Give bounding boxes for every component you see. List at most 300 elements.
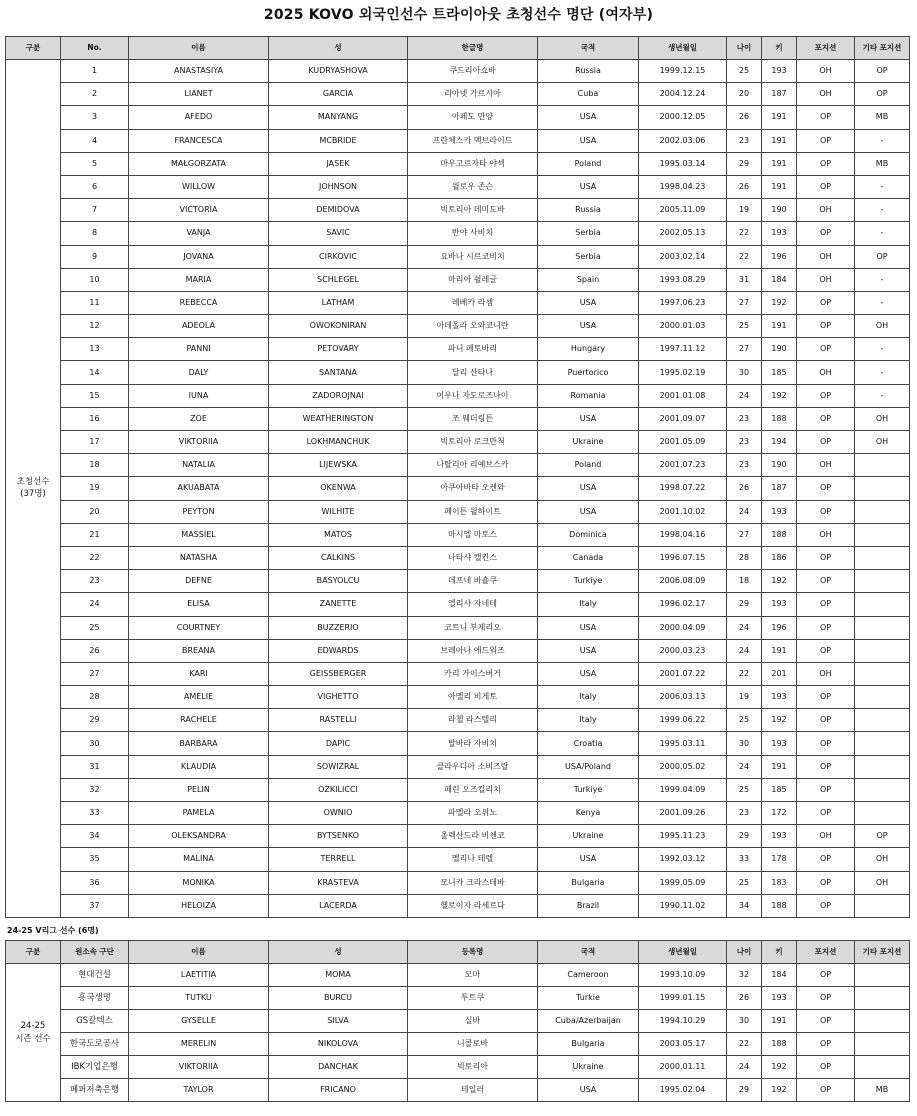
table-row [6, 315, 910, 338]
cell-nationality: USA [538, 848, 639, 871]
cell-other-position [855, 1033, 910, 1056]
cell-height: 193 [762, 825, 797, 848]
cell-position: OP [797, 500, 855, 523]
cell-age: 22 [727, 222, 762, 245]
cell-last-name: SANTANA [269, 361, 408, 384]
cell-other-position [855, 477, 910, 500]
cell-position: OH [797, 268, 855, 291]
cell-number: 13 [61, 338, 129, 361]
header-age: 나이 [727, 941, 762, 964]
table-row [6, 152, 910, 175]
table-row [6, 245, 910, 268]
cell-birth-date: 2002.05.13 [639, 222, 727, 245]
cell-nationality: USA [538, 129, 639, 152]
cell-first-name: PAMELA [129, 802, 269, 825]
header-korean-name: 한글명 [408, 37, 538, 60]
cell-last-name: BURCU [269, 987, 408, 1010]
cell-other-position [855, 454, 910, 477]
header-first-name: 이름 [129, 941, 269, 964]
cell-nationality: Cuba/Azerbaijan [538, 1010, 639, 1033]
cell-last-name: DAPIC [269, 732, 408, 755]
cell-last-name: SCHLEGEL [269, 268, 408, 291]
cell-first-name: ADEOLA [129, 315, 269, 338]
cell-first-name: LAETITIA [129, 964, 269, 987]
cell-age: 25 [727, 60, 762, 83]
table-row [6, 431, 910, 454]
cell-position: OP [797, 152, 855, 175]
cell-last-name: LIJEWSKA [269, 454, 408, 477]
cell-last-name: OWOKONIRAN [269, 315, 408, 338]
cell-birth-date: 2003.05.17 [639, 1033, 727, 1056]
cell-registered-name: 빅토리아 [408, 1056, 538, 1079]
cell-korean-name: 파멜라 오위노 [408, 802, 538, 825]
cell-korean-name: 이우나 자도로즈나이 [408, 384, 538, 407]
cell-korean-name: 멜리나 테렐 [408, 848, 538, 871]
cell-korean-name: 윌로우 존슨 [408, 175, 538, 198]
cell-other-position [855, 639, 910, 662]
cell-korean-name: 마우고르자타 야섹 [408, 152, 538, 175]
cell-number: 24 [61, 593, 129, 616]
cell-number: 29 [61, 709, 129, 732]
cell-nationality: Russia [538, 199, 639, 222]
cell-birth-date: 1995.02.19 [639, 361, 727, 384]
cell-korean-name: 빅토리아 로크만척 [408, 431, 538, 454]
table-row [6, 593, 910, 616]
cell-height: 186 [762, 546, 797, 569]
cell-position: OP [797, 106, 855, 129]
cell-other-position [855, 546, 910, 569]
cell-position: OH [797, 83, 855, 106]
cell-age: 26 [727, 106, 762, 129]
cell-height: 178 [762, 848, 797, 871]
cell-age: 27 [727, 291, 762, 314]
cell-position: OH [797, 60, 855, 83]
cell-nationality: Kenya [538, 802, 639, 825]
cell-position: OH [797, 361, 855, 384]
cell-first-name: RACHELE [129, 709, 269, 732]
cell-number: 36 [61, 871, 129, 894]
cell-last-name: RASTELLI [269, 709, 408, 732]
cell-last-name: MATOS [269, 523, 408, 546]
section-subtitle: 24-25 V리그 선수 (6명) [7, 926, 99, 935]
cell-registered-name: 테일러 [408, 1079, 538, 1102]
cell-birth-date: 1999.12.15 [639, 60, 727, 83]
cell-number: 30 [61, 732, 129, 755]
table-row [6, 384, 910, 407]
table-row [6, 106, 910, 129]
cell-nationality: Serbia [538, 245, 639, 268]
cell-height: 190 [762, 199, 797, 222]
cell-birth-date: 2000.01.11 [639, 1056, 727, 1079]
cell-position: OP [797, 175, 855, 198]
cell-height: 184 [762, 964, 797, 987]
cell-other-position: OH [855, 431, 910, 454]
cell-age: 34 [727, 894, 762, 917]
cell-number: 26 [61, 639, 129, 662]
cell-other-position [855, 987, 910, 1010]
cell-other-position: MB [855, 1079, 910, 1102]
cell-first-name: ELISA [129, 593, 269, 616]
cell-age: 26 [727, 987, 762, 1010]
cell-height: 188 [762, 407, 797, 430]
cell-last-name: KUDRYASHOVA [269, 60, 408, 83]
header-nationality: 국적 [538, 37, 639, 60]
cell-last-name: LACERDA [269, 894, 408, 917]
cell-korean-name: 빅토리아 데미도바 [408, 199, 538, 222]
cell-nationality: USA/Poland [538, 755, 639, 778]
cell-height: 184 [762, 268, 797, 291]
cell-position: OP [797, 848, 855, 871]
cell-registered-name: 투트쿠 [408, 987, 538, 1010]
cell-last-name: GARCIA [269, 83, 408, 106]
cell-height: 190 [762, 338, 797, 361]
cell-age: 24 [727, 384, 762, 407]
cell-position: OP [797, 871, 855, 894]
cell-birth-date: 1990.11.02 [639, 894, 727, 917]
cell-first-name: MERELIN [129, 1033, 269, 1056]
cell-other-position: OP [855, 245, 910, 268]
cell-position: OP [797, 755, 855, 778]
cell-number: 5 [61, 152, 129, 175]
cell-birth-date: 1992.03.12 [639, 848, 727, 871]
cell-last-name: SOWIZRAL [269, 755, 408, 778]
cell-last-name: FRICANO [269, 1079, 408, 1102]
cell-height: 188 [762, 1033, 797, 1056]
cell-position: OH [797, 245, 855, 268]
cell-first-name: AFEDO [129, 106, 269, 129]
cell-birth-date: 2002.03.06 [639, 129, 727, 152]
cell-birth-date: 1993.08.29 [639, 268, 727, 291]
table-row [6, 639, 910, 662]
cell-korean-name: 올렉산드라 비첸코 [408, 825, 538, 848]
cell-age: 19 [727, 686, 762, 709]
cell-position: OP [797, 593, 855, 616]
cell-other-position: OH [855, 871, 910, 894]
cell-nationality: Cameroon [538, 964, 639, 987]
cell-height: 193 [762, 732, 797, 755]
table-row [6, 709, 910, 732]
cell-other-position [855, 686, 910, 709]
group-label: 초청선수 [16, 476, 50, 487]
cell-nationality: Ukraine [538, 1056, 639, 1079]
cell-other-position: - [855, 338, 910, 361]
cell-first-name: FRANCESCA [129, 129, 269, 152]
cell-position: OH [797, 199, 855, 222]
cell-first-name: VIKTORIIA [129, 1056, 269, 1079]
cell-age: 29 [727, 825, 762, 848]
cell-height: 188 [762, 894, 797, 917]
cell-last-name: DANCHAK [269, 1056, 408, 1079]
cell-position: OP [797, 894, 855, 917]
cell-first-name: OLEKSANDRA [129, 825, 269, 848]
cell-height: 191 [762, 315, 797, 338]
header-number: No. [61, 37, 129, 60]
cell-position: OP [797, 802, 855, 825]
cell-age: 22 [727, 662, 762, 685]
cell-first-name: MARIA [129, 268, 269, 291]
cell-last-name: TERRELL [269, 848, 408, 871]
cell-last-name: OZKILICCI [269, 778, 408, 801]
cell-korean-name: 레베카 라셈 [408, 291, 538, 314]
cell-position: OH [797, 825, 855, 848]
cell-first-name: TAYLOR [129, 1079, 269, 1102]
table-row [6, 500, 910, 523]
cell-age: 25 [727, 709, 762, 732]
cell-number: 2 [61, 83, 129, 106]
cell-position: OP [797, 338, 855, 361]
cell-birth-date: 2000.12.05 [639, 106, 727, 129]
cell-position: OP [797, 384, 855, 407]
header-position: 포지션 [797, 37, 855, 60]
cell-birth-date: 1995.11.23 [639, 825, 727, 848]
cell-first-name: NATALIA [129, 454, 269, 477]
cell-first-name: BARBARA [129, 732, 269, 755]
cell-other-position: OH [855, 315, 910, 338]
cell-birth-date: 1996.02.17 [639, 593, 727, 616]
cell-korean-name: 반야 사비치 [408, 222, 538, 245]
cell-last-name: BUZZERIO [269, 616, 408, 639]
cell-last-name: JASEK [269, 152, 408, 175]
cell-birth-date: 1998.04.23 [639, 175, 727, 198]
cell-original-team: 페퍼저축은행 [61, 1079, 129, 1102]
cell-first-name: TUTKU [129, 987, 269, 1010]
cell-korean-name: 엘리사 자네테 [408, 593, 538, 616]
cell-first-name: ANASTASIYA [129, 60, 269, 83]
cell-korean-name: 페린 오즈킬리치 [408, 778, 538, 801]
cell-age: 25 [727, 871, 762, 894]
cell-last-name: WEATHERINGTON [269, 407, 408, 430]
cell-number: 10 [61, 268, 129, 291]
cell-age: 32 [727, 964, 762, 987]
cell-first-name: AKUABATA [129, 477, 269, 500]
cell-other-position [855, 662, 910, 685]
cell-korean-name: 아멜리 비게토 [408, 686, 538, 709]
cell-nationality: Italy [538, 686, 639, 709]
cell-birth-date: 2000.05.02 [639, 755, 727, 778]
cell-first-name: MAŁGORZATA [129, 152, 269, 175]
table-row [6, 871, 910, 894]
cell-height: 193 [762, 222, 797, 245]
cell-other-position [855, 1056, 910, 1079]
cell-birth-date: 2006.03.13 [639, 686, 727, 709]
cell-nationality: Ukraine [538, 431, 639, 454]
cell-height: 193 [762, 987, 797, 1010]
cell-position: OP [797, 732, 855, 755]
cell-age: 26 [727, 175, 762, 198]
cell-last-name: GEISSBERGER [269, 662, 408, 685]
cell-height: 194 [762, 431, 797, 454]
cell-birth-date: 2005.11.09 [639, 199, 727, 222]
cell-nationality: USA [538, 175, 639, 198]
cell-age: 28 [727, 546, 762, 569]
table-row [6, 964, 910, 987]
cell-height: 192 [762, 384, 797, 407]
cell-number: 25 [61, 616, 129, 639]
cell-first-name: KLAUDIA [129, 755, 269, 778]
cell-birth-date: 2000.04.09 [639, 616, 727, 639]
cell-position: OP [797, 709, 855, 732]
cell-original-team: 한국도로공사 [61, 1033, 129, 1056]
cell-birth-date: 2006.08.09 [639, 570, 727, 593]
cell-number: 1 [61, 60, 129, 83]
cell-position: OH [797, 523, 855, 546]
cell-nationality: USA [538, 291, 639, 314]
cell-korean-name: 아쿠아바타 오켄와 [408, 477, 538, 500]
table-row [6, 732, 910, 755]
cell-position: OP [797, 129, 855, 152]
table-row [6, 199, 910, 222]
header-last-name: 성 [269, 941, 408, 964]
cell-nationality: Romania [538, 384, 639, 407]
cell-number: 7 [61, 199, 129, 222]
cell-first-name: NATASHA [129, 546, 269, 569]
cell-height: 196 [762, 616, 797, 639]
cell-nationality: Turkiye [538, 778, 639, 801]
cell-last-name: SILVA [269, 1010, 408, 1033]
cell-korean-name: 프란체스카 맥브라이드 [408, 129, 538, 152]
cell-height: 192 [762, 1056, 797, 1079]
cell-age: 22 [727, 1033, 762, 1056]
cell-height: 183 [762, 871, 797, 894]
cell-birth-date: 1997.11.12 [639, 338, 727, 361]
cell-korean-name: 데프네 바숄쿠 [408, 570, 538, 593]
cell-original-team: 현대건설 [61, 964, 129, 987]
cell-last-name: WILHITE [269, 500, 408, 523]
cell-number: 16 [61, 407, 129, 430]
table-row [6, 338, 910, 361]
table-row [6, 802, 910, 825]
cell-last-name: CIRKOVIC [269, 245, 408, 268]
cell-other-position [855, 732, 910, 755]
cell-age: 30 [727, 361, 762, 384]
header-other-position: 기타 포지션 [855, 37, 910, 60]
cell-height: 188 [762, 523, 797, 546]
vleague-players-table [5, 940, 910, 1102]
header-height: 키 [762, 37, 797, 60]
cell-korean-name: 파니 페토바리 [408, 338, 538, 361]
cell-number: 4 [61, 129, 129, 152]
cell-other-position: - [855, 175, 910, 198]
cell-birth-date: 1999.05.09 [639, 871, 727, 894]
cell-last-name: BASYOLCU [269, 570, 408, 593]
cell-other-position [855, 570, 910, 593]
cell-position: OP [797, 407, 855, 430]
cell-first-name: KARI [129, 662, 269, 685]
cell-nationality: Dominica [538, 523, 639, 546]
cell-korean-name: 조 웨더링튼 [408, 407, 538, 430]
cell-number: 28 [61, 686, 129, 709]
invited-players-table [5, 36, 910, 918]
cell-nationality: Puertorico [538, 361, 639, 384]
cell-birth-date: 1999.01.15 [639, 987, 727, 1010]
cell-number: 21 [61, 523, 129, 546]
cell-position: OP [797, 1079, 855, 1102]
table-row [6, 616, 910, 639]
cell-last-name: VIGHETTO [269, 686, 408, 709]
cell-birth-date: 2001.09.26 [639, 802, 727, 825]
group-label: 24-25 [20, 1020, 46, 1031]
page-title: 2025 KOVO 외국인선수 트라이아웃 초청선수 명단 (여자부) [263, 7, 654, 23]
cell-height: 191 [762, 639, 797, 662]
cell-birth-date: 1995.03.14 [639, 152, 727, 175]
cell-other-position: MB [855, 106, 910, 129]
cell-nationality: Poland [538, 152, 639, 175]
table-row [6, 291, 910, 314]
header-height: 키 [762, 941, 797, 964]
cell-height: 191 [762, 1010, 797, 1033]
table-row [6, 361, 910, 384]
cell-age: 29 [727, 593, 762, 616]
cell-first-name: GYSELLE [129, 1010, 269, 1033]
cell-other-position: - [855, 291, 910, 314]
cell-position: OP [797, 570, 855, 593]
cell-number: 32 [61, 778, 129, 801]
header-registered-name: 등록명 [408, 941, 538, 964]
cell-nationality: Bulgaria [538, 1033, 639, 1056]
cell-registered-name: 모마 [408, 964, 538, 987]
table-row [6, 407, 910, 430]
group-count: (37명) [20, 489, 46, 500]
header-last-name: 성 [269, 37, 408, 60]
cell-number: 12 [61, 315, 129, 338]
cell-nationality: Turkie [538, 987, 639, 1010]
cell-nationality: USA [538, 315, 639, 338]
cell-age: 30 [727, 1010, 762, 1033]
cell-number: 14 [61, 361, 129, 384]
cell-number: 18 [61, 454, 129, 477]
cell-last-name: OKENWA [269, 477, 408, 500]
table-row [6, 1033, 910, 1056]
cell-number: 15 [61, 384, 129, 407]
table-row [6, 848, 910, 871]
cell-other-position [855, 500, 910, 523]
table-row [6, 222, 910, 245]
cell-number: 34 [61, 825, 129, 848]
cell-other-position [855, 778, 910, 801]
table-row [6, 268, 910, 291]
cell-height: 196 [762, 245, 797, 268]
cell-age: 24 [727, 500, 762, 523]
cell-age: 30 [727, 732, 762, 755]
cell-last-name: MANYANG [269, 106, 408, 129]
header-first-name: 이름 [129, 37, 269, 60]
cell-other-position: - [855, 361, 910, 384]
cell-position: OP [797, 222, 855, 245]
cell-original-team: GS칼텍스 [61, 1010, 129, 1033]
cell-other-position [855, 523, 910, 546]
cell-height: 185 [762, 778, 797, 801]
cell-other-position: MB [855, 152, 910, 175]
cell-birth-date: 2001.07.23 [639, 454, 727, 477]
cell-nationality: USA [538, 616, 639, 639]
table-row [6, 523, 910, 546]
table-row [6, 175, 910, 198]
cell-other-position [855, 616, 910, 639]
cell-nationality: Cuba [538, 83, 639, 106]
cell-nationality: USA [538, 1079, 639, 1102]
table-row [6, 1056, 910, 1079]
cell-height: 191 [762, 152, 797, 175]
cell-age: 20 [727, 83, 762, 106]
group-cell [6, 964, 61, 1102]
cell-first-name: JOVANA [129, 245, 269, 268]
cell-other-position [855, 802, 910, 825]
cell-first-name: AMELIE [129, 686, 269, 709]
table-header-row [6, 37, 910, 60]
header-birth-date: 생년월일 [639, 37, 727, 60]
cell-nationality: USA [538, 477, 639, 500]
cell-position: OP [797, 616, 855, 639]
